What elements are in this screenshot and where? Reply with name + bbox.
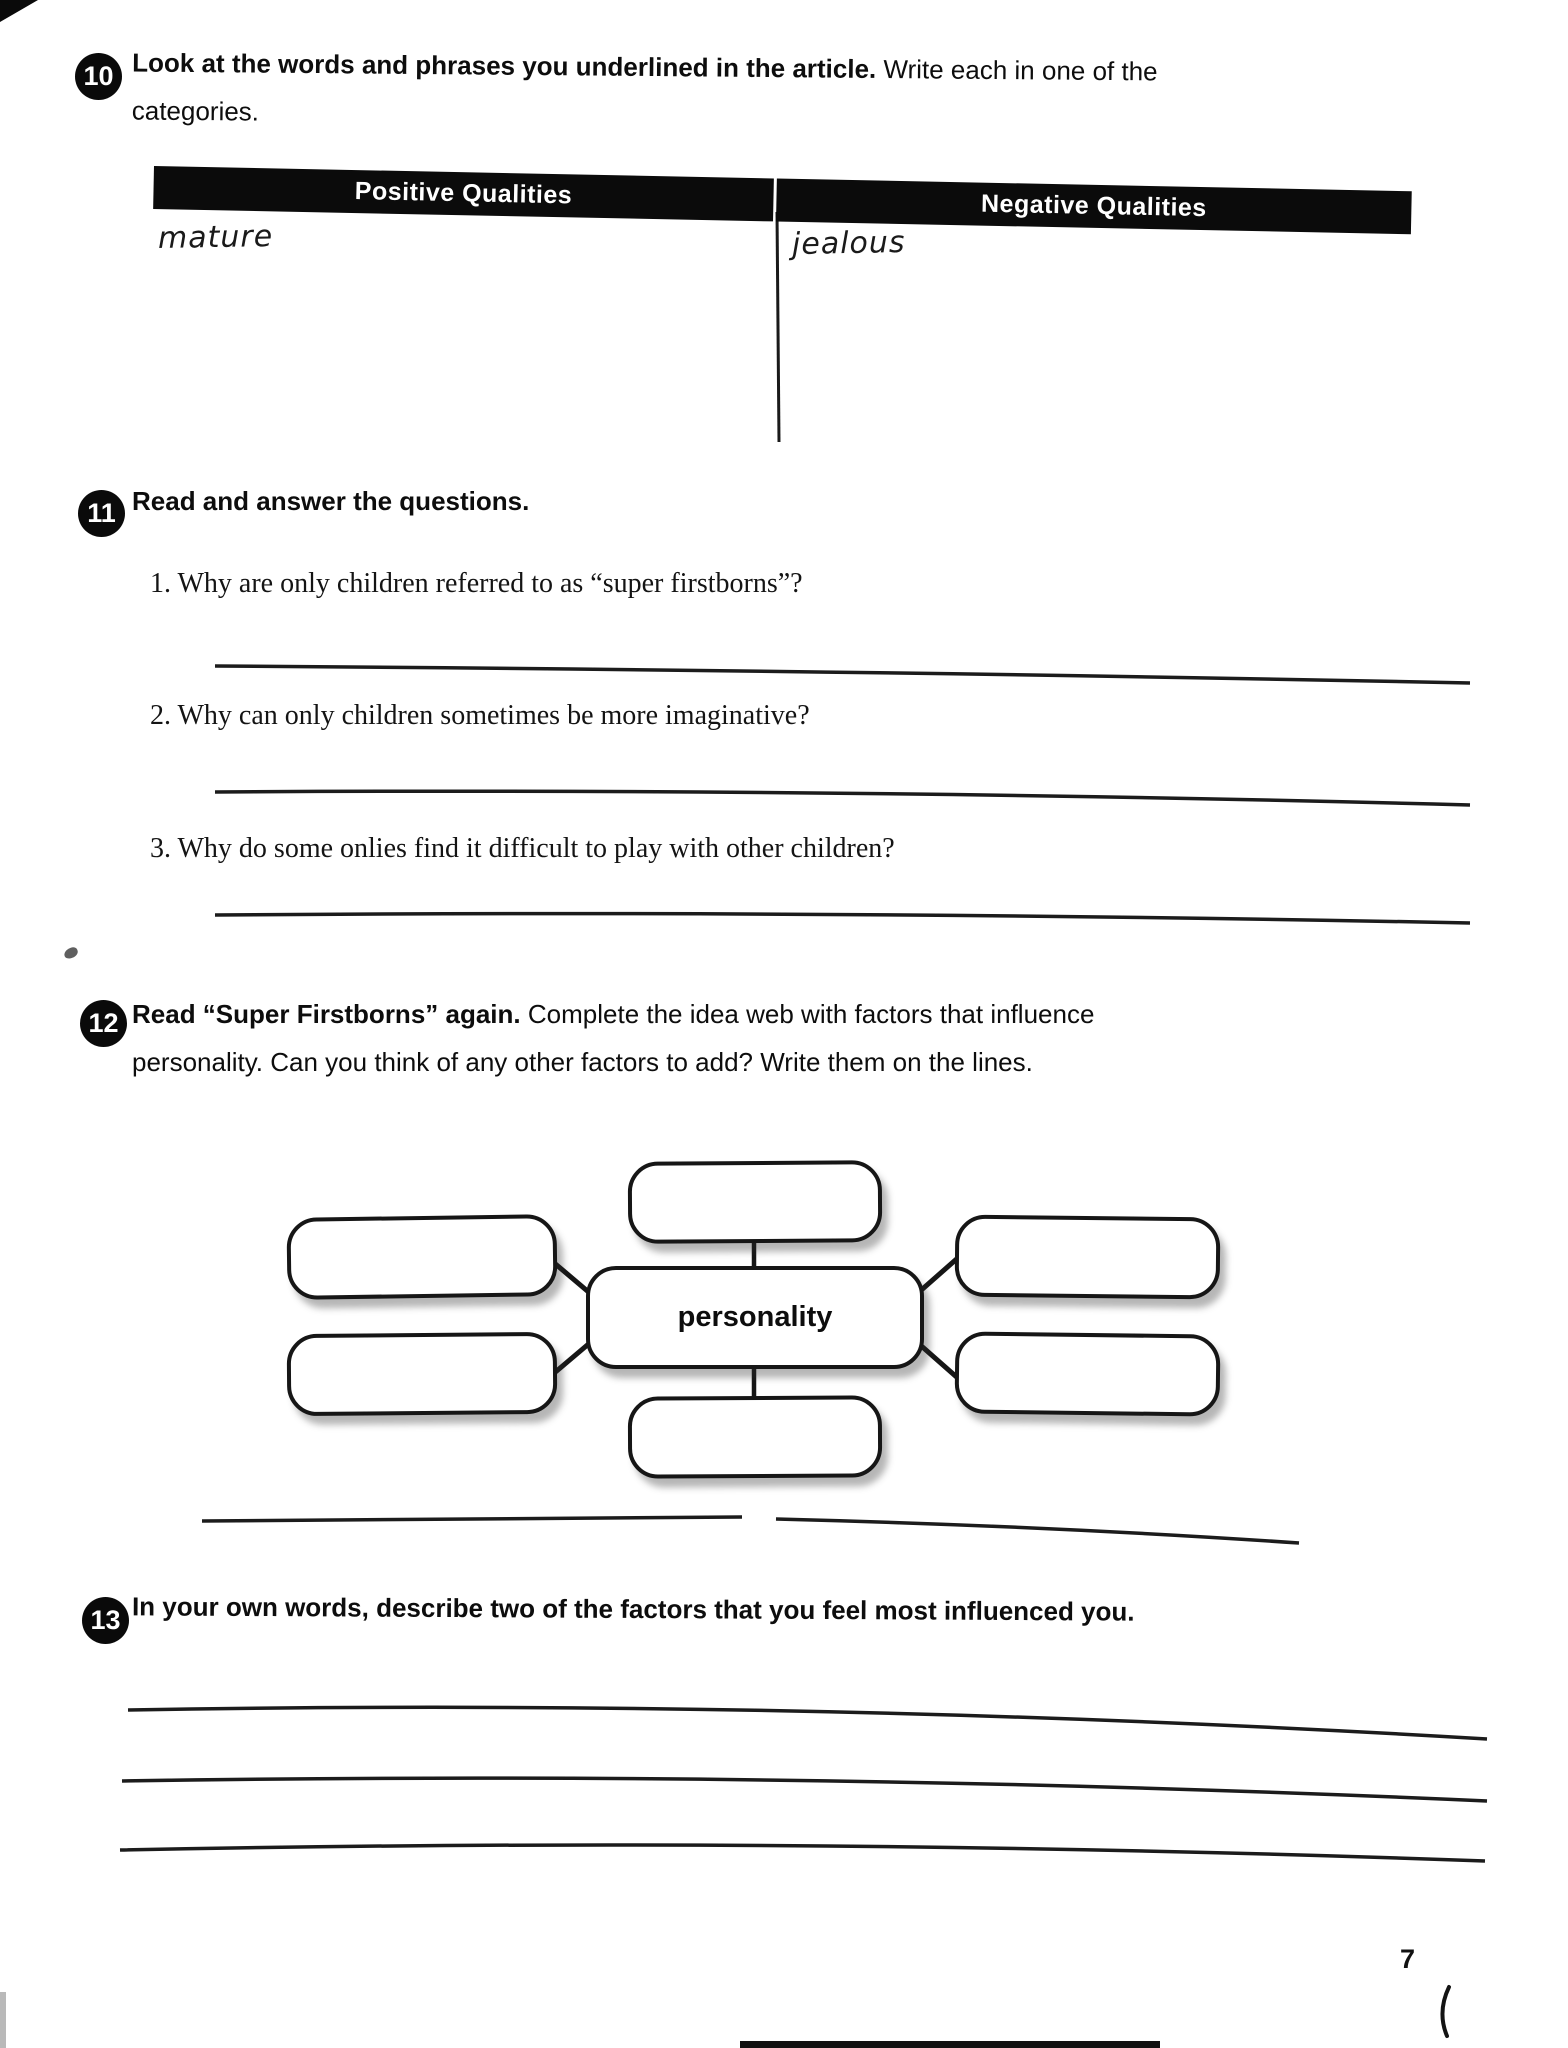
exercise-12-instruction-regular: Complete the idea web with factors that influence personality. Can you think of any other factors to add? Write them on the lines. [132,999,1095,1077]
scan-bottom-bar [740,2041,1160,2048]
question-1 [150,568,803,600]
idea-web-node-top-right [955,1215,1221,1300]
question-2-number: 2. [150,700,171,731]
exercise-12-instruction-bold: Read “Super Firstborns” again. [132,999,521,1029]
question-3-text: Why do some onlies find it difficult to play with other children? [177,833,895,864]
answer-line-13a [128,1707,1487,1739]
question-2 [150,700,810,732]
exercise-10-badge: 10 [75,53,122,100]
table-divider-line [777,212,779,442]
idea-web-center-label: personality [677,1301,833,1333]
exercise-12-badge: 12 [80,1000,127,1047]
ink-mark [1442,1987,1449,2036]
handwritten-positive-entry: mature [157,218,274,257]
idea-web-node-bottom-left [287,1332,558,1416]
negative-qualities-header: Negative Qualities [776,179,1412,235]
exercise-11-instruction: Read and answer the questions. [132,486,530,516]
idea-web-node-top-left [286,1214,557,1300]
exercise-10-instruction-regular: Write each in one of the categories. [131,54,1158,127]
answer-line-q1 [215,666,1470,683]
exercise-10-instruction-bold: Look at the words and phrases you underlined in the article. [132,47,877,84]
question-3 [150,833,895,865]
question-3-number: 3. [150,833,171,864]
question-1-number: 1. [150,568,171,599]
exercise-10-instruction [132,38,1173,143]
answer-line-q3 [215,914,1470,923]
scan-edge-strip [0,1992,6,2048]
idea-web-node-top [628,1160,883,1244]
exercise-12-instruction [132,990,1180,1086]
scan-corner-artifact [0,0,38,22]
page-number: 7 [1400,1944,1416,1974]
qualities-table-header [153,166,1412,234]
idea-web-node-bottom-right [955,1331,1221,1416]
exercise-13-instruction: In your own words, describe two of the factors that you feel most influenced you. [131,1591,1135,1627]
exercise-11-badge: 11 [78,490,125,537]
web-extra-line-left [202,1517,742,1521]
answer-line-13c [120,1845,1485,1861]
ink-speck [63,946,80,960]
exercise-13-badge: 13 [82,1597,129,1644]
idea-web-center-node [586,1266,924,1369]
question-1-text: Why are only children referred to as “super firstborns”? [177,568,803,599]
handwritten-negative-entry: jealous [791,225,906,262]
idea-web-node-bottom [628,1395,882,1478]
answer-line-13b [122,1778,1487,1801]
web-extra-line-right [776,1519,1299,1543]
answer-line-q2 [215,791,1470,805]
positive-qualities-header: Positive Qualities [153,166,774,221]
question-2-text: Why can only children sometimes be more imaginative? [177,700,810,731]
